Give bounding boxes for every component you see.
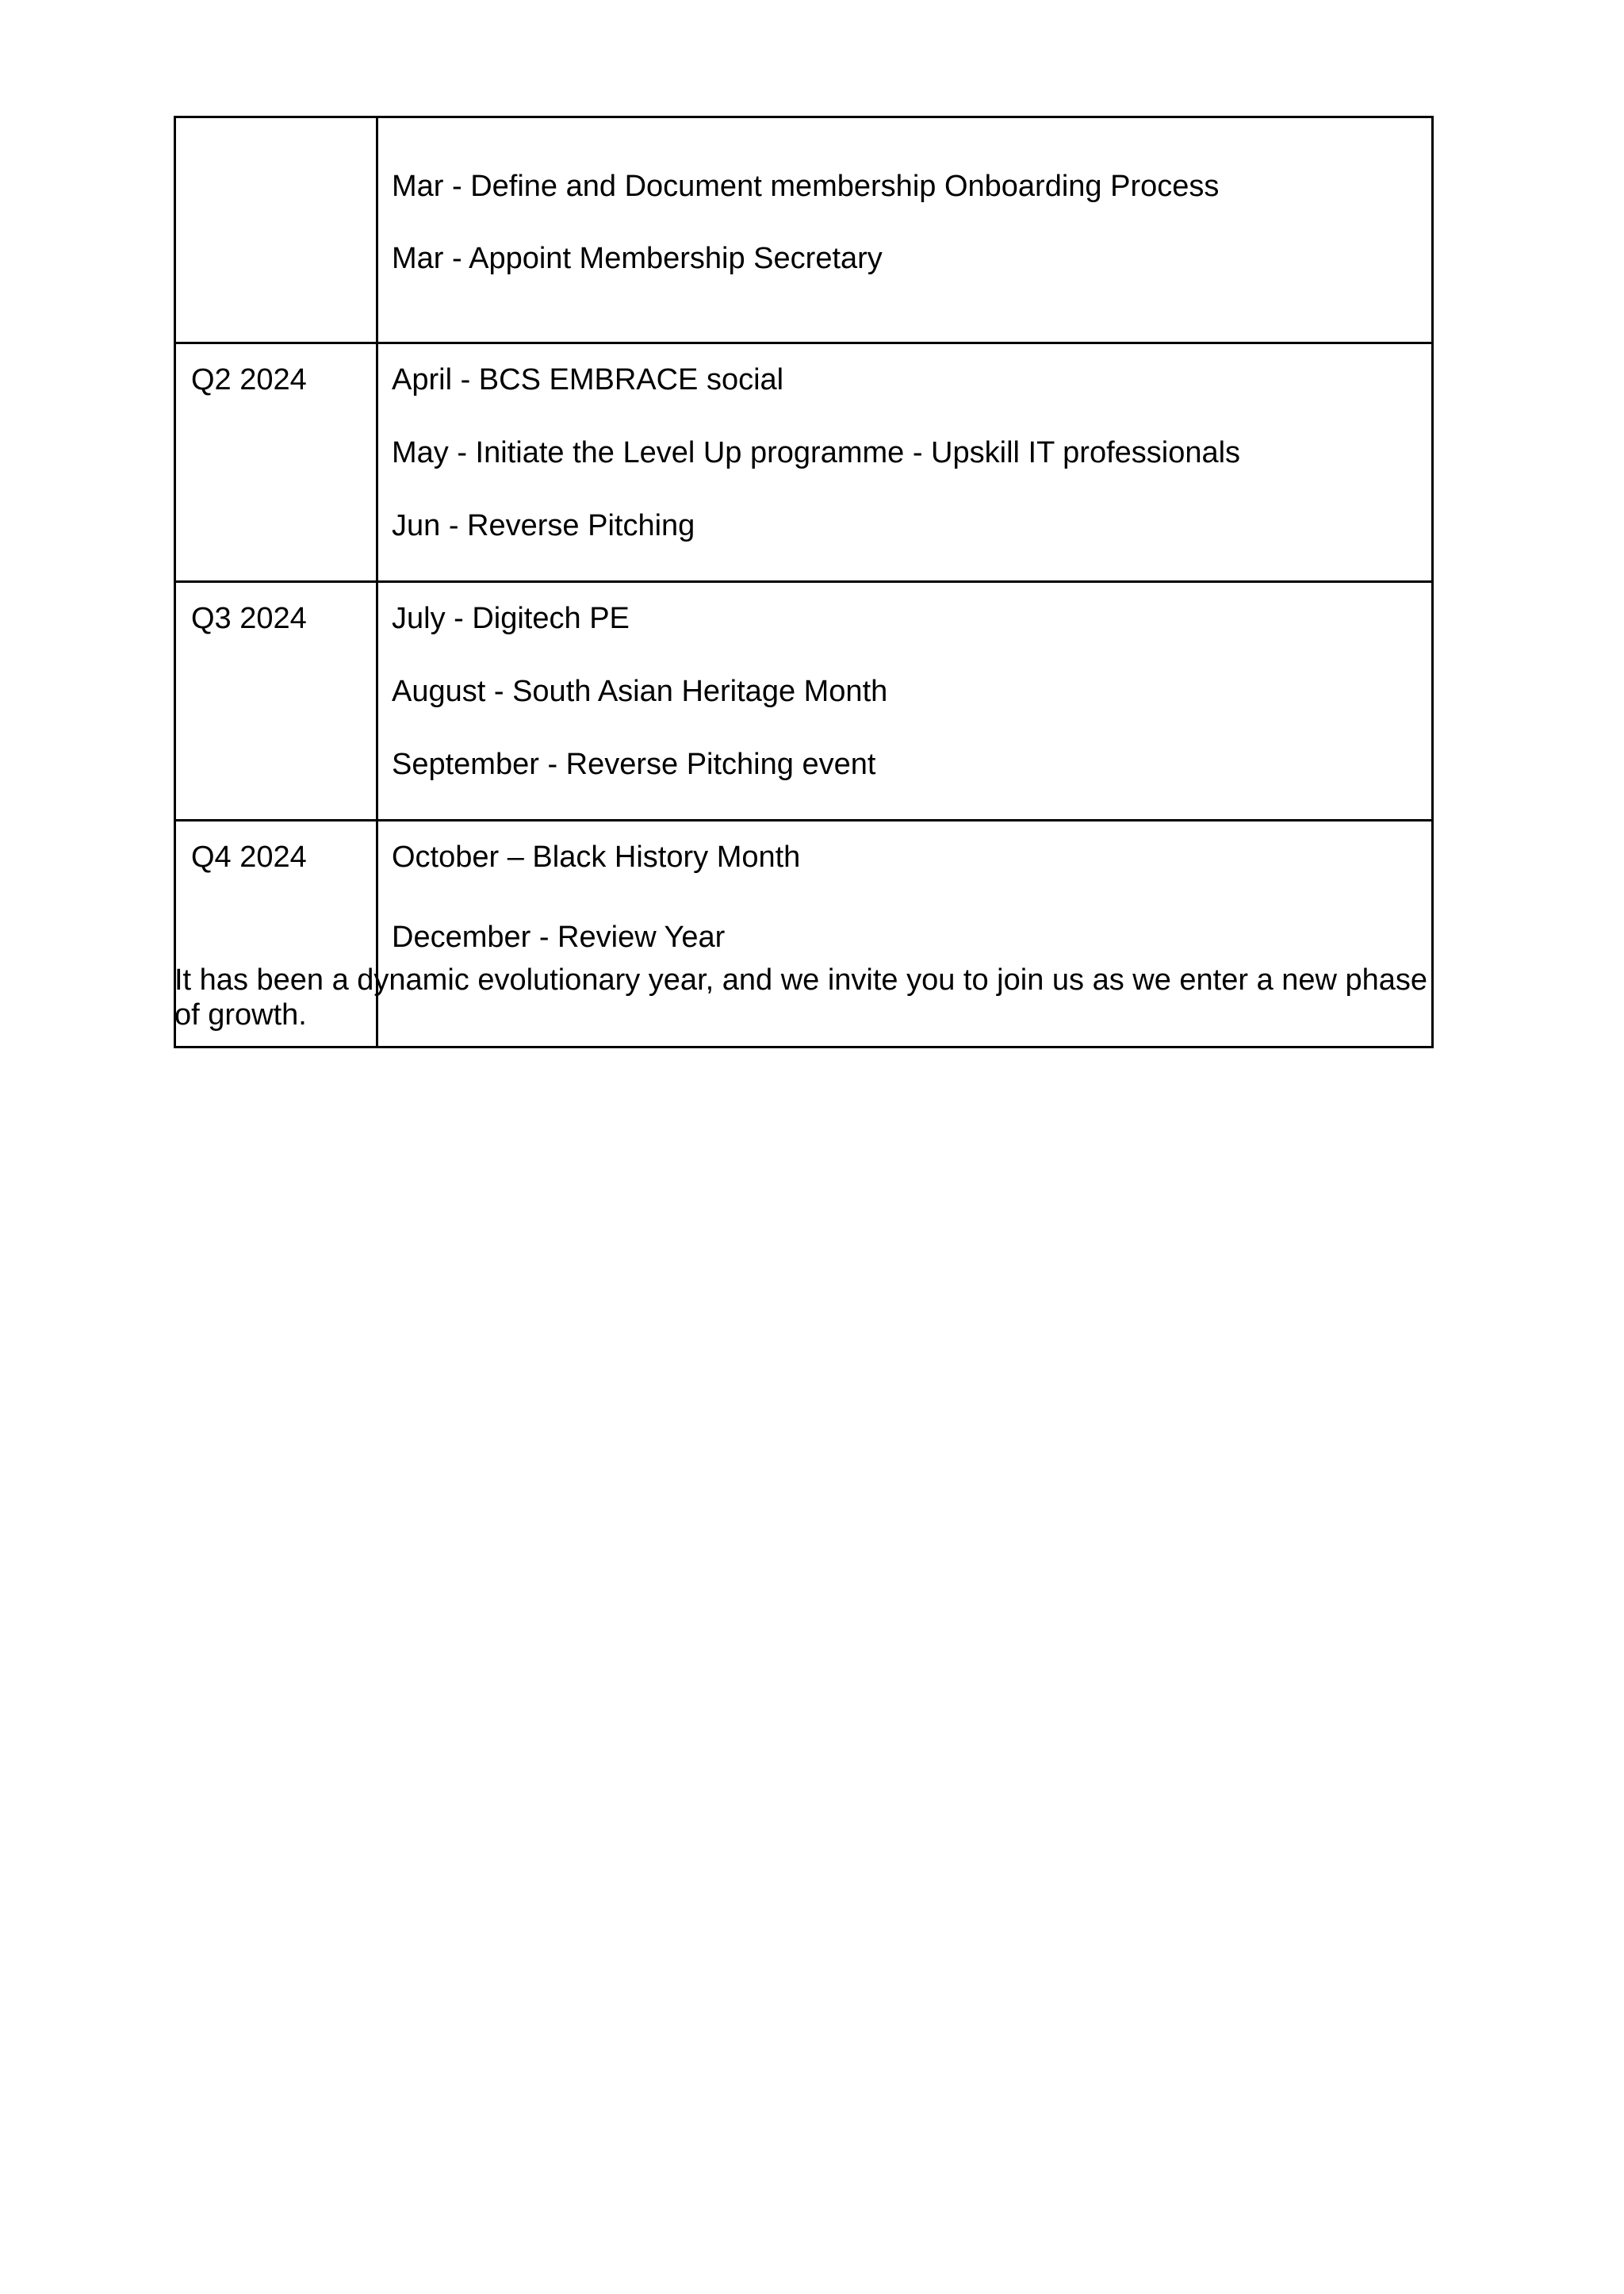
quarter-cell: Q2 2024 — [175, 343, 377, 582]
events-cell — [377, 343, 1433, 582]
event-item: Mar - Define and Document membership Onboarding Process — [392, 170, 1220, 203]
table-row — [175, 343, 1433, 582]
event-item: April - BCS EMBRACE social — [392, 363, 784, 396]
quarter-cell: Q4 2024 — [175, 821, 377, 1047]
event-item: May - Initiate the Level Up programme - Upskill IT professionals — [392, 436, 1241, 469]
quarter-cell: Q3 2024 — [175, 582, 377, 821]
event-item: August - South Asian Heritage Month — [392, 675, 888, 708]
closing-paragraph: It has been a dynamic evolutionary year, and we invite you to join us as we enter a new phase of growth. — [174, 963, 1428, 1032]
table-row — [175, 582, 1433, 821]
event-item: Jun - Reverse Pitching — [392, 509, 695, 542]
event-item: December - Review Year — [392, 921, 726, 954]
roadmap-table — [174, 116, 1434, 1048]
event-item: July - Digitech PE — [392, 602, 630, 635]
events-cell — [377, 582, 1433, 821]
events-cell — [377, 117, 1433, 343]
quarter-cell — [175, 117, 377, 343]
event-item: Mar - Appoint Membership Secretary — [392, 242, 883, 275]
event-item: September - Reverse Pitching event — [392, 748, 876, 781]
event-item: October – Black History Month — [392, 841, 801, 874]
table-row — [175, 117, 1433, 343]
